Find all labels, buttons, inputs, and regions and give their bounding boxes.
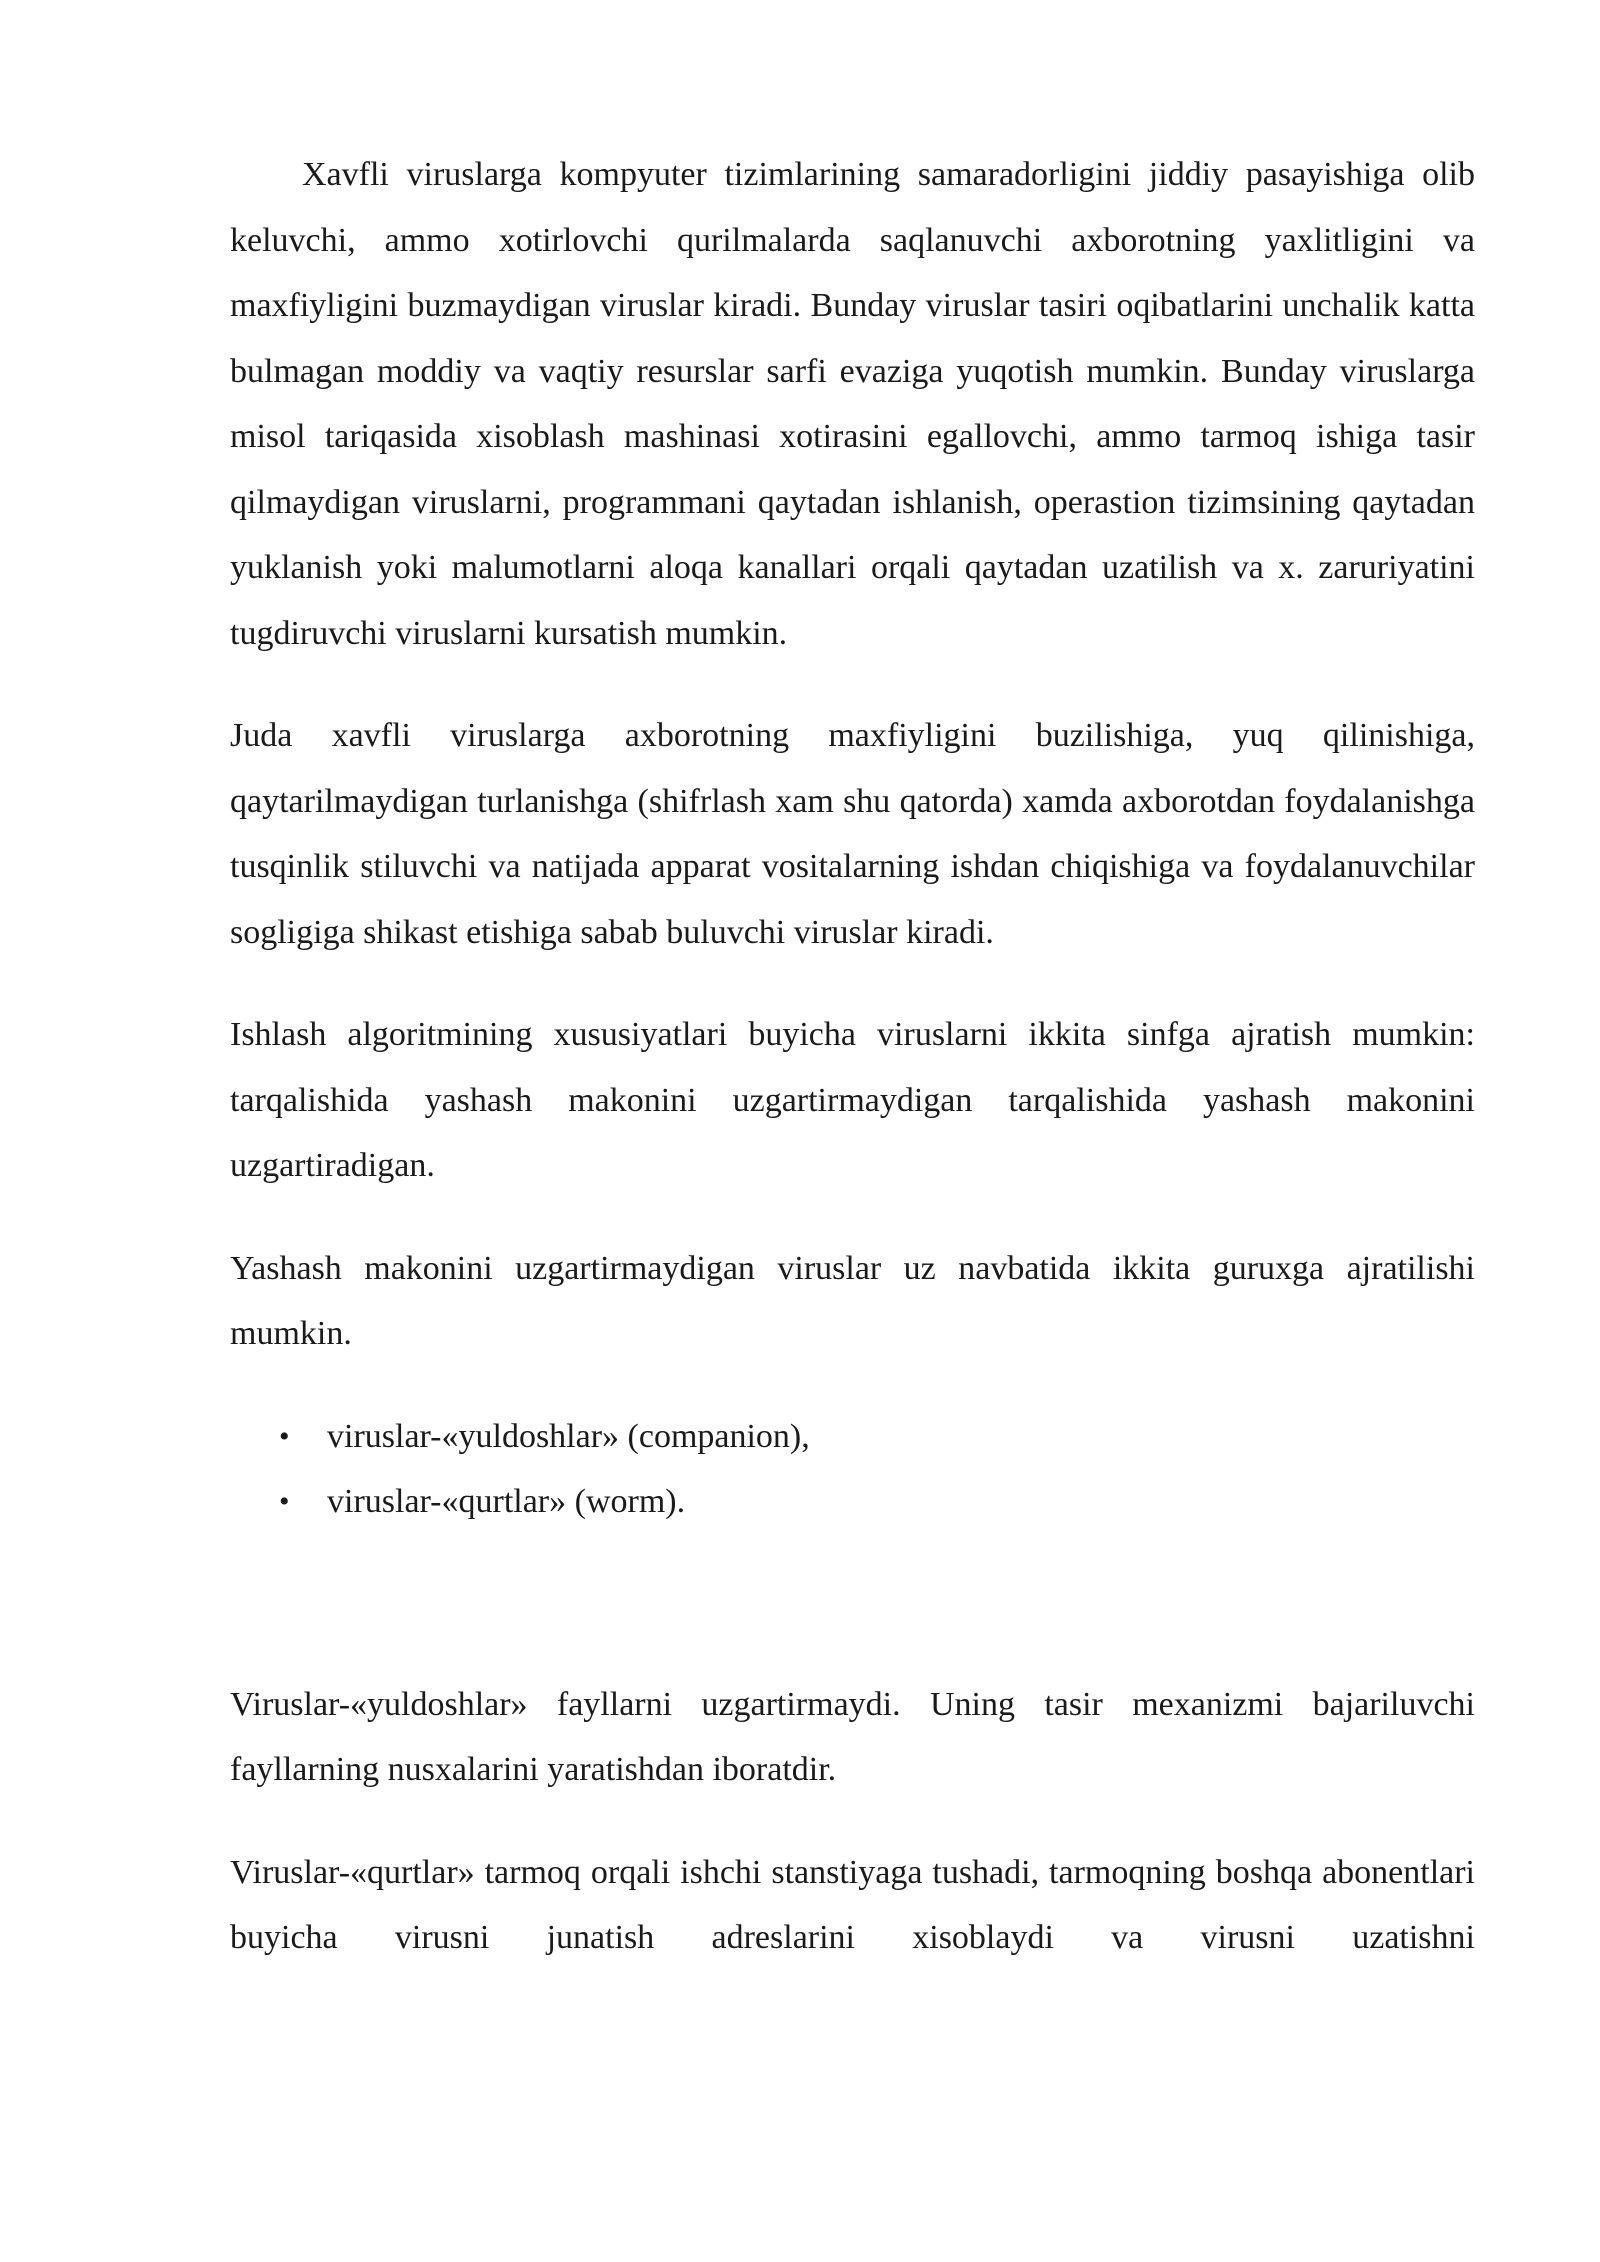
document-page [230, 142, 1475, 2008]
bullet-icon: • [279, 1419, 290, 1453]
virus-group-list [230, 1404, 1475, 1535]
paragraph-two-groups: Yashash makonini uzgartirmaydigan viruslar uz navbatida ikkita guruxga ajratilishi mumkin. [230, 1249, 1475, 1352]
paragraph-algorithm-classes: Ishlash algoritmining xususiyatlari buyicha viruslarni ikkita sinfga ajratish mumkin: tarqalishida yashash makonini uzgartirmaydigan tarqalishida yashash makonini uzgartiradigan. [230, 1016, 1475, 1184]
list-item-text: viruslar-«qurtlar» (worm). [327, 1483, 686, 1520]
paragraph-dangerous-viruses: Xavfli viruslarga kompyuter tizimlarining samaradorligini jiddiy pasayishiga olib keluvchi, ammo xotirlovchi qurilmalarda saqlanuvchi axborotning yaxlitligini va maxfiyligini buzmaydigan viruslar kiradi. Bunday viruslar tasiri oqibatlarini unchalik katta bulmagan moddiy va vaqtiy resurslar sarfi evaziga yuqotish mumkin. Bunday viruslarga misol tariqasida xisoblash mashinasi xotirasini egallovchi, ammo tarmoq ishiga tasir qilmaydigan viruslarni, programmani qaytadan ishlanish, operastion tizimsining qaytadan yuklanish yoki malumotlarni aloqa kanallari orqali qaytadan uzatilish va x. zaruriyatini tugdiruvchi viruslarni kursatish mumkin. [230, 156, 1475, 652]
list-item-text: viruslar-«yuldoshlar» (companion), [327, 1417, 810, 1455]
paragraph-worm-viruses: Viruslar-«qurtlar» tarmoq orqali ishchi stanstiyaga tushadi, tarmoqning boshqa abonentlari buyicha virusni junatish adreslarini xisoblaydi va virusni uzatishni [230, 1853, 1475, 1956]
paragraph-very-dangerous-viruses: Juda xavfli viruslarga axborotning maxfiyligini buzilishiga, yuq qilinishiga, qaytarilmaydigan turlanishga (shifrlash xam shu qatorda) xamda axborotdan foydalanishga tusqinlik stiluvchi va natijada apparat vositalarning ishdan chiqishiga va foydalanuvchilar sogligiga shikast etishiga sabab buluvchi viruslar kiradi. [230, 717, 1475, 951]
list-item [230, 1469, 1475, 1535]
paragraph-companion-viruses: Viruslar-«yuldoshlar» fayllarni uzgartirmaydi. Uning tasir mexanizmi bajariluvchi fayllarning nusxalarini yaratishdan iboratdir. [230, 1685, 1475, 1788]
list-item [230, 1404, 1475, 1470]
bullet-icon: • [279, 1485, 290, 1518]
vertical-spacer [230, 1535, 1475, 1672]
